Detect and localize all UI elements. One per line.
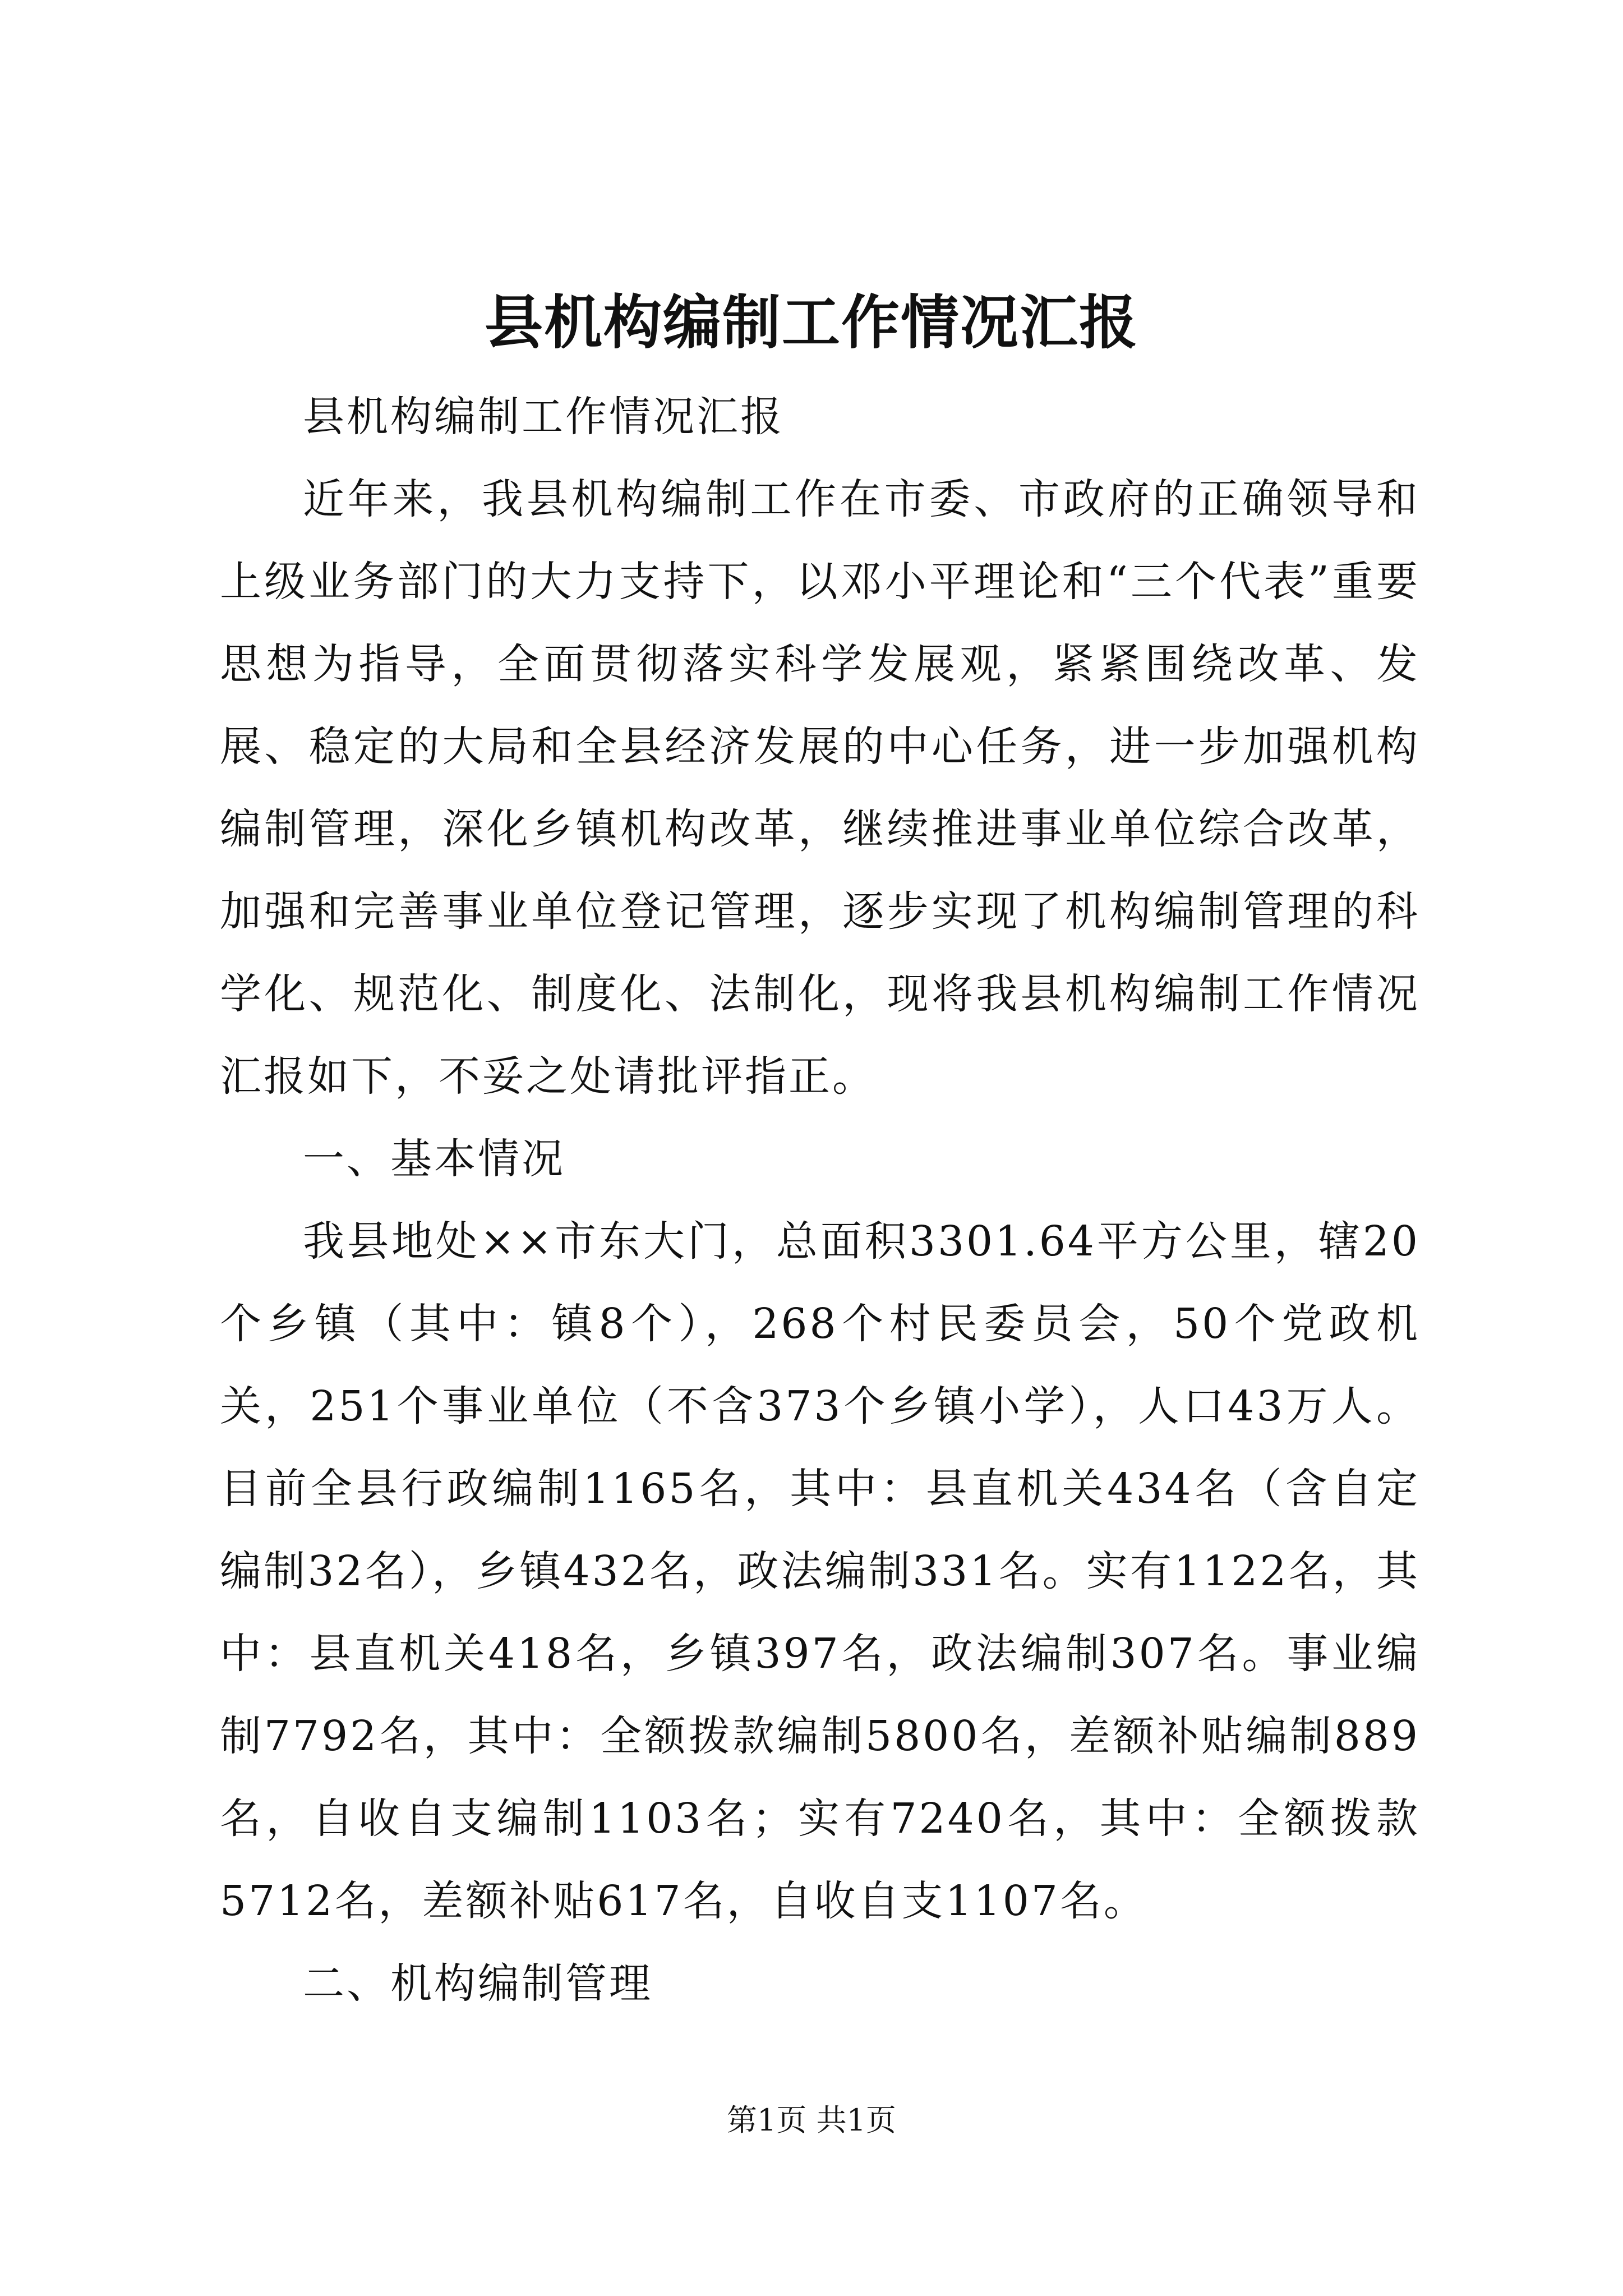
document-title: 县机构编制工作情况汇报 <box>484 288 1138 357</box>
paragraph-subtitle: 县机构编制工作情况汇报 <box>303 393 784 441</box>
paragraph-basic-situation: 我县地处××市东大门，总面积3301.64平方公里，辖20个乡镇（其中：镇8个），268个村民委员会，50个党政机关，251个事业单位（不含373个乡镇小学），人口43万人。目前全县行政编制1165名，其中：县直机关434名（含自定编制32名），乡镇432名，政法编制331名。实有1122名，其中：县直机关418名，乡镇397名，政法编制307名。事业编制7792名，其中：全额拨款编制5800名，差额补贴编制889名，自收自支编制1103名；实有7240名，其中：全额拨款5712名，差额补贴617名，自收自支1107名。 <box>220 1217 1420 1925</box>
page-footer: 第1页 共1页 <box>727 2102 896 2138</box>
section-heading-basic-situation: 一、基本情况 <box>303 1135 565 1183</box>
document-body <box>220 376 1420 2025</box>
section-heading-organization-management: 二、机构编制管理 <box>303 1959 653 2008</box>
paragraph-introduction: 近年来，我县机构编制工作在市委、市政府的正确领导和上级业务部门的大力支持下，以邓小平理论和“三个代表”重要思想为指导，全面贯彻落实科学发展观，紧紧围绕改革、发展、稳定的大局和全县经济发展的中心任务，进一步加强机构编制管理，深化乡镇机构改革，继续推进事业单位综合改革，加强和完善事业单位登记管理，逐步实现了机构编制管理的科学化、规范化、制度化、法制化，现将我县机构编制工作情况汇报如下，不妥之处请批评指正。 <box>220 475 1420 1101</box>
